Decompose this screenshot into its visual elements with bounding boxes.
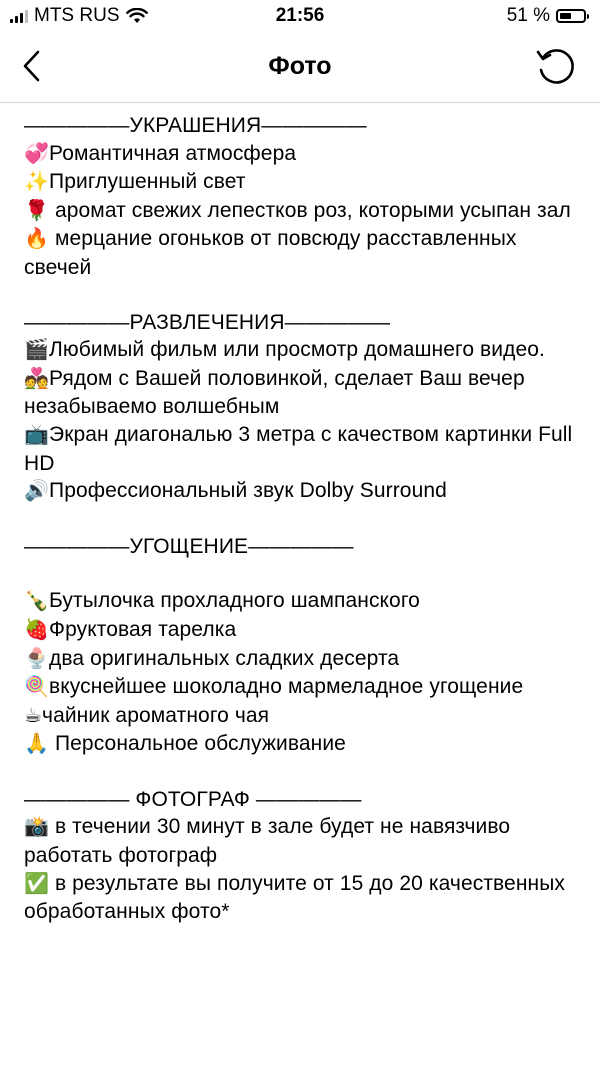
list-item: 🙏 Персональное обслуживание [24, 732, 346, 756]
clapper-icon: 🎬 [24, 339, 50, 362]
list-item: 🌹 аромат свежих лепестков роз, которыми усыпан зал [24, 198, 571, 222]
list-item: 🔊Профессиональный звук Dolby Surround [24, 479, 447, 503]
champagne-icon: 🍾 [24, 590, 50, 613]
page-title: Фото [268, 52, 332, 80]
list-item: 💑Рядом с Вашей половинкой, сделает Ваш вечер незабываемо волшебным [24, 366, 525, 419]
list-item: 🍓Фруктовая тарелка [24, 617, 237, 641]
section-header-photo: ————— ФОТОГРАФ ————— [24, 787, 362, 811]
list-item: 🍾Бутылочка прохладного шампанского [24, 589, 420, 613]
camera-flash-icon: 📸 [24, 816, 50, 839]
carrier-name: MTS RUS [34, 5, 120, 26]
status-bar [0, 0, 600, 34]
list-item: ✅ в результате вы получите от 15 до 20 качественных обработанных фото* [24, 871, 566, 924]
section-header-fun: —————РАЗВЛЕЧЕНИЯ————— [24, 310, 391, 334]
battery-percent: 51 % [506, 5, 550, 26]
list-item: ☕чайник ароматного чая [24, 703, 270, 727]
status-time: 21:56 [275, 5, 325, 26]
list-item: 📺Экран диагональю 3 метра с качеством картинки Full HD [24, 422, 573, 475]
rose-icon: 🌹 [24, 199, 50, 222]
refresh-button[interactable] [534, 46, 578, 88]
list-item: 📸 в течении 30 минут в зале будет не навязчиво работать фотограф [24, 815, 511, 868]
lollipop-icon: 🍭 [24, 676, 50, 699]
battery-icon [556, 9, 586, 23]
list-item: 🍭вкуснейшее шоколадно мармеладное угощение [24, 675, 524, 699]
sparkles-icon: ✨ [24, 171, 50, 194]
navigation-bar [0, 34, 600, 103]
battery-group [507, 5, 586, 27]
list-item: 🔥 мерцание огоньков от повсюду расставленных свечей [24, 227, 517, 279]
section-header-treats: —————УГОЩЕНИЕ————— [24, 534, 354, 558]
rotate-ccw-icon [534, 46, 578, 88]
folded-hands-icon: 🙏 [24, 733, 50, 756]
tv-icon: 📺 [24, 423, 50, 446]
speaker-icon: 🔊 [24, 480, 50, 503]
list-item: 🍨два оригинальных сладких десерта [24, 646, 400, 670]
tea-icon: ☕ [24, 704, 43, 727]
post-caption [24, 112, 584, 926]
strawberry-icon: 🍓 [24, 618, 50, 641]
list-item: 🎬Любимый фильм или просмотр домашнего видео. [24, 338, 545, 362]
list-item: 💞Романтичная атмосфера [24, 141, 297, 165]
hearts-icon: 💞 [24, 142, 50, 165]
check-mark-icon: ✅ [24, 872, 50, 895]
section-header-decor: —————УКРАШЕНИЯ————— [24, 114, 367, 137]
fire-icon: 🔥 [24, 228, 50, 251]
ice-cream-icon: 🍨 [24, 647, 50, 670]
list-item: ✨Приглушенный свет [24, 170, 246, 194]
couple-icon: 💑 [24, 367, 50, 390]
